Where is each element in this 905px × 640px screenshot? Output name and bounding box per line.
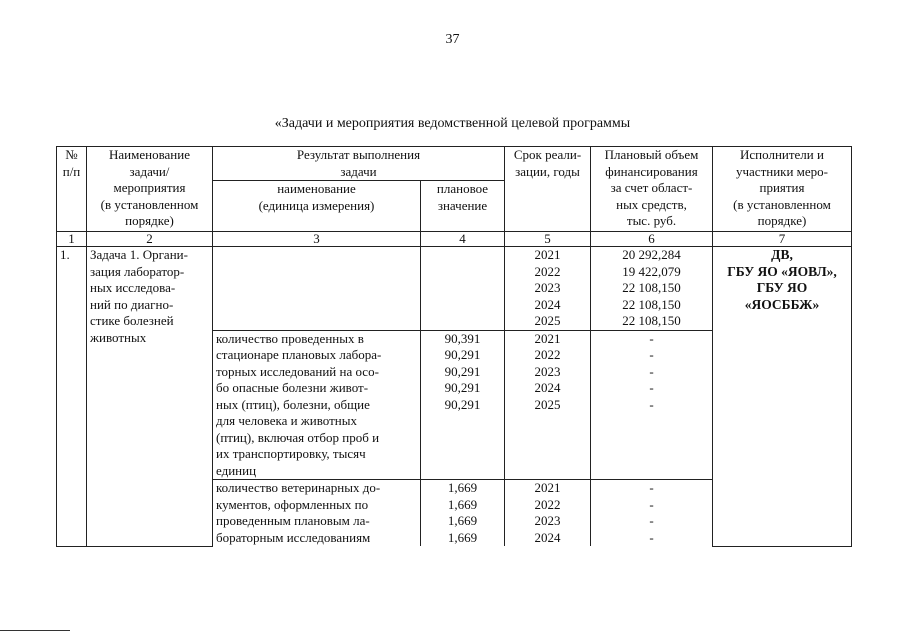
task-indicator-empty — [213, 247, 421, 331]
text-line: 2021 — [534, 247, 561, 262]
text-line: тыс. руб. — [626, 213, 677, 228]
text-line: Исполнители и — [740, 147, 824, 162]
text-line: 90,291 — [444, 396, 481, 412]
text-line: - — [649, 380, 654, 395]
header-performers — [713, 147, 852, 232]
header-result-group — [213, 147, 505, 181]
text-line: 1,669 — [447, 480, 478, 495]
text-line: 90,291 — [444, 363, 481, 379]
text-line: кументов, оформленных по — [216, 496, 369, 512]
task-row — [57, 247, 852, 331]
text-line: 20 292,284 — [622, 247, 681, 262]
text-line: 2024 — [534, 296, 561, 312]
text-line: Результат выполнения — [296, 147, 421, 162]
text-line: ных средств, — [616, 196, 687, 212]
header-task-name — [87, 147, 213, 232]
col-number-3: 3 — [213, 232, 421, 247]
text-line: бо опасные болезни живот- — [216, 380, 369, 395]
text-line: 90,291 — [444, 380, 481, 395]
text-line: ных исследова- — [90, 280, 176, 295]
text-line: 2022 — [534, 347, 561, 362]
text-line: Срок реали- — [513, 147, 582, 162]
col-number-6: 6 — [591, 232, 713, 247]
text-line: значение — [437, 197, 488, 213]
text-line: ГБУ ЯО «ЯОВЛ», — [727, 263, 837, 279]
task-value-empty — [421, 247, 505, 331]
text-line: количество проведенных в — [216, 330, 364, 346]
text-line: - — [649, 529, 654, 545]
text-line: ДВ, — [771, 247, 793, 262]
text-line: п/п — [62, 163, 81, 179]
text-line: 22 108,150 — [622, 296, 681, 312]
text-line: (птиц), включая отбор проб и — [216, 429, 380, 445]
text-line: количество ветеринарных до- — [216, 480, 381, 495]
header-number — [57, 147, 87, 232]
text-line: участники меро- — [735, 163, 829, 179]
text-line: 22 108,150 — [622, 313, 681, 328]
col-number-2: 2 — [87, 232, 213, 247]
text-line: торных исследований на осо- — [216, 363, 379, 379]
text-line: 2023 — [534, 363, 561, 379]
text-line: 2023 — [534, 280, 561, 295]
footnote-rule — [0, 630, 70, 631]
text-line: 2024 — [534, 380, 561, 395]
text-line: 1,669 — [447, 496, 478, 512]
text-line: 2025 — [534, 396, 561, 412]
col-number-7: 7 — [713, 232, 852, 247]
text-line: - — [649, 513, 654, 528]
text-line: (единица измерения) — [258, 197, 375, 213]
task-performers — [713, 247, 852, 547]
indicator-funding — [591, 480, 713, 547]
text-line: порядке) — [757, 213, 807, 228]
text-line: порядке) — [125, 213, 174, 228]
indicator-years — [505, 480, 591, 547]
text-line: стационаре плановых лабора- — [216, 347, 382, 362]
text-line: их транспортировку, тысяч — [216, 446, 366, 461]
header-funding — [591, 147, 713, 232]
text-line: Задача 1. Органи- — [90, 247, 188, 262]
text-line: задачи — [340, 163, 377, 179]
page-number: 37 — [445, 32, 460, 47]
text-line: - — [649, 363, 654, 379]
text-line: мероприятия — [113, 180, 186, 195]
text-line: единиц — [216, 462, 257, 478]
document-title: «Задачи и мероприятия ведомственной целевой программы — [274, 116, 631, 131]
column-number-row — [57, 232, 852, 247]
header-row — [57, 147, 852, 181]
text-line: финансирования — [605, 163, 698, 179]
text-line: 2021 — [534, 480, 561, 495]
text-line: 2022 — [534, 496, 561, 512]
text-line: - — [649, 330, 654, 346]
text-line: № — [65, 147, 78, 162]
task-name — [87, 247, 213, 547]
text-line: (в установленном — [100, 196, 199, 212]
text-line: 2021 — [534, 330, 561, 346]
task-number: 1. — [57, 247, 87, 547]
header-indicator-name — [213, 181, 421, 232]
text-line: плановое — [436, 181, 489, 196]
text-line: ных (птиц), болезни, общие — [216, 396, 370, 412]
indicator-values — [421, 480, 505, 547]
text-line: - — [649, 347, 654, 362]
task-years — [505, 247, 591, 331]
text-line: - — [649, 480, 654, 495]
text-line: - — [649, 496, 654, 512]
text-line: за счет област- — [610, 180, 693, 195]
text-line: для человека и животных — [216, 413, 357, 428]
text-line: наименование — [277, 181, 356, 196]
indicator-name — [213, 480, 421, 547]
text-line: ний по диагно- — [90, 296, 174, 312]
indicator-years — [505, 330, 591, 480]
text-line: 90,391 — [444, 330, 481, 346]
task-funding — [591, 247, 713, 331]
indicator-name — [213, 330, 421, 480]
col-number-4: 4 — [421, 232, 505, 247]
text-line: 22 108,150 — [622, 280, 681, 295]
text-line: Наименование — [109, 147, 190, 162]
text-line: 19 422,079 — [622, 263, 681, 279]
text-line: приятия — [759, 180, 805, 195]
text-line: 1,669 — [447, 529, 478, 545]
text-line: 90,291 — [444, 347, 481, 362]
col-number-1: 1 — [57, 232, 87, 247]
text-line: ГБУ ЯО — [756, 280, 808, 295]
text-line: зация лаборатор- — [90, 263, 185, 279]
program-table — [56, 146, 852, 547]
text-line: бораторным исследованиям — [216, 529, 371, 545]
indicator-values — [421, 330, 505, 480]
text-line: Плановый объем — [604, 147, 699, 162]
text-line: проведенным плановым ла- — [216, 513, 370, 528]
text-line: 2025 — [534, 313, 561, 328]
text-line: «ЯОСББЖ» — [744, 296, 820, 312]
text-line: зации, годы — [515, 163, 580, 179]
text-line: 2022 — [534, 263, 561, 279]
text-line: стике болезней — [90, 313, 174, 328]
text-line: 1,669 — [447, 513, 478, 528]
header-period — [505, 147, 591, 232]
text-line: задачи/ — [129, 163, 170, 179]
header-planned-value — [421, 181, 505, 232]
text-line: 2023 — [534, 513, 561, 528]
text-line: 2024 — [534, 529, 561, 545]
indicator-funding — [591, 330, 713, 480]
text-line: животных — [90, 329, 147, 345]
text-line: - — [649, 396, 654, 412]
text-line: (в установленном — [733, 196, 831, 212]
col-number-5: 5 — [505, 232, 591, 247]
